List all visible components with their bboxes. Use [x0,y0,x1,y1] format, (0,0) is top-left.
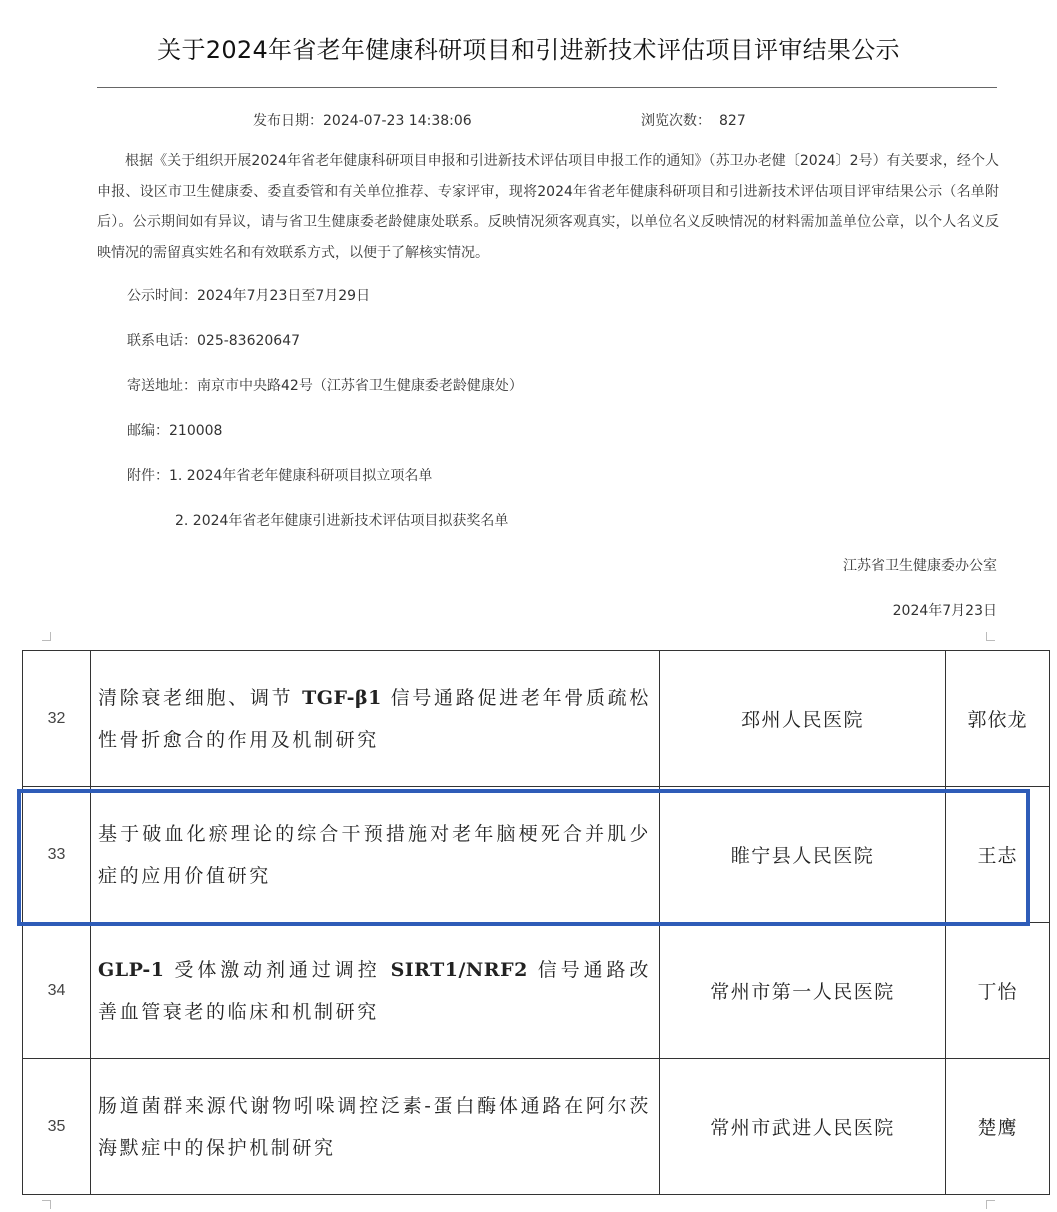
hospital-name: 常州市第一人民医院 [660,923,946,1059]
project-title-term: SIRT1/NRF2 [390,958,528,981]
project-title-term: TGF-β1 [302,686,382,709]
project-title-part: 受体激动剂通过调控 [164,958,391,981]
publish-date-value: 2024-07-23 14:38:06 [323,113,472,129]
table-row [23,923,1050,1059]
table-row [23,1059,1050,1195]
view-count-label: 浏览次数： [641,113,711,129]
attachment-link-1[interactable]: 附件：1. 2024年省老年健康科研项目拟立项名单 [127,468,433,484]
project-table [22,650,1050,1195]
page-title: 关于2024年省老年健康科研项目和引进新技术评估项目评审结果公示 [157,36,900,64]
publish-date-label: 发布日期： [253,113,323,129]
project-lead: 丁怡 [946,923,1050,1059]
crop-mark-bottom-left [42,1200,51,1209]
contact-phone: 联系电话：025-83620647 [127,333,301,349]
row-number: 34 [23,923,91,1059]
view-count [641,110,746,130]
mailing-address: 寄送地址：南京市中央路42号（江苏省卫生健康委老龄健康处） [127,378,523,394]
table-row [23,651,1050,787]
publish-date [253,110,472,130]
attachment-link-2[interactable]: 2. 2024年省老年健康引进新技术评估项目拟获奖名单 [175,513,509,529]
project-title-part: 信号通路改善血管衰老的临床和机制研究 [98,958,651,1023]
notice-period: 公示时间：2024年7月23日至7月29日 [127,288,371,304]
title-divider [97,87,997,88]
crop-mark-bottom-right [986,1200,995,1209]
project-title [91,923,660,1059]
project-lead: 楚鹰 [946,1059,1050,1195]
hospital-name: 常州市武进人民医院 [660,1059,946,1195]
table-row [23,787,1050,923]
view-count-value: 827 [719,113,746,129]
row-number: 32 [23,651,91,787]
project-lead: 王志 [946,787,1050,923]
project-title: 基于破血化瘀理论的综合干预措施对老年脑梗死合并肌少症的应用价值研究 [91,787,660,923]
project-title-part: 清除衰老细胞、调节 [98,686,303,709]
project-title-term: GLP-1 [98,958,165,981]
signature-date: 2024年7月23日 [892,603,997,619]
project-title [91,651,660,787]
project-lead: 郭依龙 [946,651,1050,787]
zip-code: 邮编：210008 [127,423,223,439]
signature-org: 江苏省卫生健康委办公室 [843,558,997,574]
announcement-paragraph: 根据《关于组织开展2024年省老年健康科研项目申报和引进新技术评估项目申报工作的通知》（苏卫办老健〔2024〕2号）有关要求，经个人申报、设区市卫生健康委、委直委管和有关单位推荐、专家评审，现将2024年省老年健康科研项目和引进新技术评估项目评审结果公示（名单附后）。公示期间如有异议，请与省卫生健康委老龄健康处联系。反映情况须客观真实，以单位名义反映情况的材料需加盖单位公章，以个人名义反映情况的需留真实姓名和有效联系方式，以便于了解核实情况。 [97,153,999,261]
crop-mark-top-right [986,632,995,641]
project-title-part: 信号通路促进老年骨质疏松性骨折愈合的作用及机制研究 [98,686,651,751]
hospital-name: 邳州人民医院 [660,651,946,787]
crop-mark-top-left [42,632,51,641]
hospital-name: 睢宁县人民医院 [660,787,946,923]
row-number: 33 [23,787,91,923]
row-number: 35 [23,1059,91,1195]
project-title: 肠道菌群来源代谢物吲哚调控泛素-蛋白酶体通路在阿尔茨海默症中的保护机制研究 [91,1059,660,1195]
